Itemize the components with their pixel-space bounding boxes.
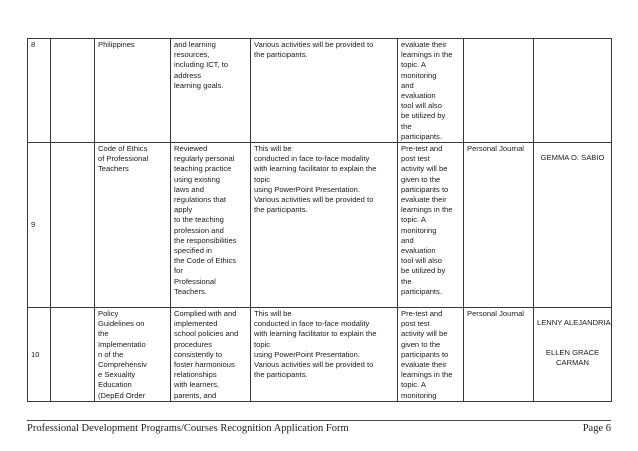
- resource-person-cell: [534, 308, 612, 402]
- cell-line: Personal Journal: [467, 144, 524, 154]
- cell-line: Philippines: [98, 40, 135, 49]
- strategy-cell: [251, 39, 398, 143]
- row-number: 9: [28, 143, 51, 308]
- cell-line: ELLEN GRACE: [545, 348, 600, 358]
- cell-line: the Code of Ethics: [174, 256, 237, 266]
- cell-line: to the teaching: [174, 215, 224, 225]
- cell-line: Comprehensiv: [98, 360, 147, 370]
- output-cell: [464, 308, 534, 402]
- cell-line: evaluate their: [401, 40, 447, 49]
- cell-line: LENNY ALEJANDRIA: [537, 318, 611, 328]
- cell-line: e Sexuality: [98, 370, 136, 380]
- cell-line: with learners,: [174, 380, 220, 390]
- objectives-cell: [171, 143, 251, 308]
- cell-line: given to the: [401, 174, 441, 184]
- cell-line: apply: [174, 205, 193, 215]
- cell-line: post test: [401, 319, 430, 329]
- cell-line: monitoring: [401, 390, 437, 400]
- table-row: [28, 308, 612, 402]
- cell-line: including ICT, to: [174, 60, 229, 70]
- cell-line: tool will also: [401, 256, 442, 266]
- objectives-cell: [171, 308, 251, 402]
- cell-line: laws and: [174, 184, 204, 194]
- cell-line: be utilized by: [401, 111, 446, 121]
- topic-cell: [95, 39, 171, 143]
- cell-line: conducted in face to-face modality: [254, 319, 370, 329]
- cell-line: n of the: [98, 349, 124, 359]
- row-number: 8: [28, 39, 51, 143]
- cell-line: the participants.: [254, 50, 308, 60]
- cell-line: Code of Ethics: [98, 144, 148, 154]
- cell-line: the participants.: [254, 205, 308, 215]
- cell-line: specified in: [174, 246, 212, 256]
- cell-line: learnings in the: [401, 50, 453, 60]
- evaluation-cell: [398, 39, 464, 143]
- cell-line: Professional: [174, 276, 216, 286]
- cell-line: (DepEd Order: [98, 390, 146, 400]
- cell-line: participants.: [401, 286, 442, 296]
- cell-line: topic. A: [401, 215, 426, 225]
- cell-line: Various activities will be provided to: [254, 40, 374, 49]
- cell-line: GEMMA O. SABIO: [540, 153, 605, 163]
- cell-line: regulations that: [174, 195, 226, 205]
- resource-person-cell: [534, 143, 612, 308]
- cell-line: Various activities will be provided to: [254, 360, 374, 370]
- empty-cell: [51, 143, 95, 308]
- cell-line: participants.: [401, 131, 442, 141]
- cell-line: given to the: [401, 339, 441, 349]
- cell-line: school policies and: [174, 329, 239, 339]
- cell-line: resources,: [174, 50, 210, 60]
- footer-page-number: Page 6: [582, 423, 611, 434]
- cell-line: of Professional: [98, 154, 149, 164]
- cell-line: Teachers: [98, 164, 129, 174]
- cell-line: topic. A: [401, 380, 426, 390]
- cell-line: and: [401, 80, 414, 90]
- cell-line: evaluation: [401, 246, 436, 256]
- cell-line: tool will also: [401, 101, 442, 111]
- empty-cell: [51, 308, 95, 402]
- evaluation-cell: [398, 143, 464, 308]
- cell-line: Reviewed: [174, 144, 208, 154]
- cell-line: and: [401, 235, 414, 245]
- cell-line: Pre-test and: [401, 309, 443, 319]
- cell-line: participants to: [401, 184, 449, 194]
- cell-line: Implementatio: [98, 339, 146, 349]
- cell-line: for: [174, 266, 183, 276]
- cell-line: conducted in face to-face modality: [254, 154, 370, 164]
- strategy-cell: [251, 308, 398, 402]
- cell-line: This will be: [254, 144, 292, 154]
- cell-line: using PowerPoint Presentation.: [254, 349, 360, 359]
- cell-line: evaluate their: [401, 360, 447, 370]
- topic-cell: [95, 308, 171, 402]
- cell-line: profession and: [174, 225, 224, 235]
- program-table: [27, 38, 612, 402]
- cell-line: using PowerPoint Presentation.: [254, 184, 360, 194]
- evaluation-cell: [398, 308, 464, 402]
- cell-line: Policy: [98, 309, 119, 319]
- cell-line: learnings in the: [401, 205, 453, 215]
- row-number: 10: [28, 308, 51, 402]
- cell-line: implemented: [174, 319, 218, 329]
- cell-line: the: [401, 121, 412, 131]
- cell-line: and learning: [174, 40, 216, 49]
- cell-line: Teachers.: [174, 286, 207, 296]
- cell-line: This will be: [254, 309, 292, 319]
- cell-line: activity will be: [401, 329, 448, 339]
- cell-line: be utilized by: [401, 266, 446, 276]
- cell-line: Pre-test and: [401, 144, 443, 154]
- cell-line: learning goals.: [174, 80, 224, 90]
- cell-line: with learning facilitator to explain the: [254, 329, 377, 339]
- cell-line: the: [401, 276, 412, 286]
- cell-line: foster harmonious: [174, 360, 235, 370]
- cell-line: evaluation: [401, 91, 436, 101]
- cell-line: monitoring: [401, 225, 437, 235]
- cell-line: Various activities will be provided to: [254, 195, 374, 205]
- resource-person-cell: [534, 39, 612, 143]
- cell-line: using existing: [174, 174, 221, 184]
- cell-line: the participants.: [254, 370, 308, 380]
- cell-line: post test: [401, 154, 430, 164]
- cell-line: topic: [254, 174, 271, 184]
- strategy-cell: [251, 143, 398, 308]
- cell-line: consistently to: [174, 349, 223, 359]
- cell-line: relationships: [174, 370, 217, 380]
- table-row: [28, 39, 612, 143]
- cell-line: the responsibilities: [174, 235, 237, 245]
- cell-line: Personal Journal: [467, 309, 524, 319]
- objectives-cell: [171, 39, 251, 143]
- cell-line: with learning facilitator to explain the: [254, 164, 377, 174]
- cell-line: topic. A: [401, 60, 426, 70]
- cell-line: CARMAN: [556, 358, 589, 368]
- line-gap: [537, 328, 608, 348]
- cell-line: address: [174, 70, 202, 80]
- cell-line: the: [98, 329, 109, 339]
- cell-line: monitoring: [401, 70, 437, 80]
- footer-form-title: Professional Development Programs/Courses Recognition Application Form: [27, 423, 349, 434]
- output-cell: [464, 39, 534, 143]
- footer-divider: [27, 420, 611, 421]
- output-cell: [464, 143, 534, 308]
- cell-line: procedures: [174, 339, 212, 349]
- cell-line: parents, and: [174, 390, 217, 400]
- cell-line: regularly personal: [174, 154, 235, 164]
- topic-cell: [95, 143, 171, 308]
- table-row: [28, 143, 612, 308]
- cell-line: participants to: [401, 349, 449, 359]
- cell-line: learnings in the: [401, 370, 453, 380]
- cell-line: activity will be: [401, 164, 448, 174]
- cell-line: Education: [98, 380, 132, 390]
- cell-line: teaching practice: [174, 164, 232, 174]
- cell-line: Complied with and: [174, 309, 237, 319]
- empty-cell: [51, 39, 95, 143]
- cell-line: Guidelines on: [98, 319, 145, 329]
- cell-line: topic: [254, 339, 271, 349]
- cell-line: evaluate their: [401, 195, 447, 205]
